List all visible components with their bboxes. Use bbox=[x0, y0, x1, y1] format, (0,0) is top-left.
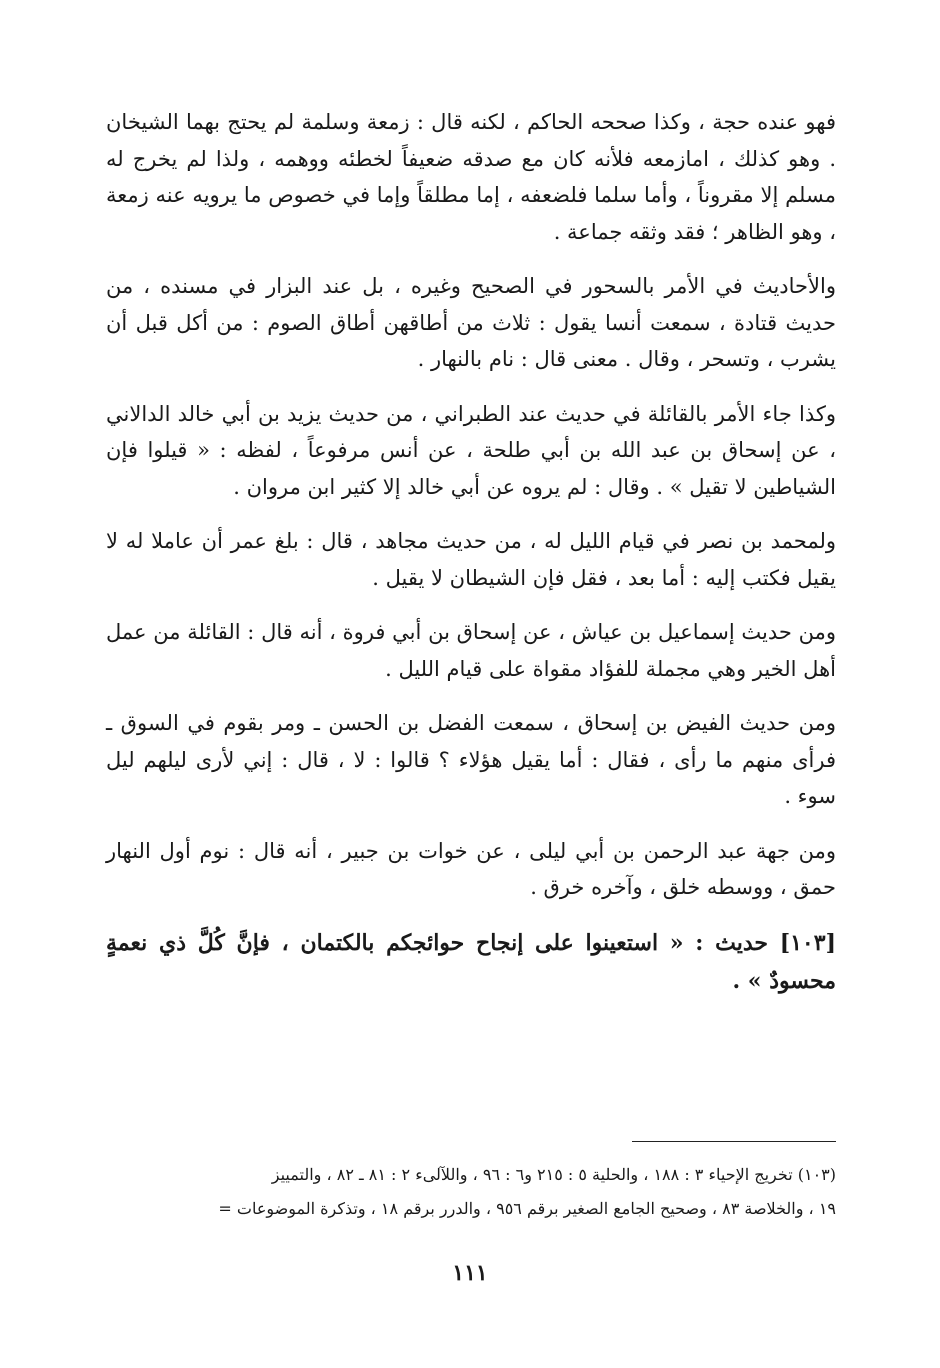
footnote-divider bbox=[632, 1141, 836, 1142]
paragraph-3: وكذا جاء الأمر بالقائلة في حديث عند الطبراني ، من حديث يزيد بن أبي خالد الدالاني ، عن إسحاق بن عبد الله بن أبي طلحة ، عن أنس مرفوعاً ، لفظه : « قيلوا فإن الشياطين لا تقيل » . وقال : لم يروه عن أبي خالد إلا كثير ابن مروان . bbox=[106, 401, 836, 499]
hadith-number: [١٠٣] bbox=[779, 929, 836, 956]
paragraph-5: ومن حديث إسماعيل بن عياش ، عن إسحاق بن أبي فروة ، أنه قال : القائلة من عمل أهل الخير وهي مجملة للفؤاد مقواة على قيام الليل . bbox=[106, 620, 836, 681]
footnote-line-1: (١٠٣) تخريج الإحياء ٣ : ١٨٨ ، والحلية ٥ : ٢١٥ و٦ : ٩٦ ، واللآلىء ٢ : ٨١ ـ ٨٢ ، والتمييز bbox=[271, 1165, 836, 1184]
paragraph-2: والأحاديث في الأمر بالسحور في الصحيح وغيره ، بل عند البزار في مسنده ، من حديث قتادة ، سمعت أنسا يقول : ثلاث من أطاقهن أطاق الصوم : من أكل قبل أن يشرب ، وتسحر ، وقال . معنى قال : نام بالنهار . bbox=[106, 274, 836, 371]
paragraph-1: فهو عنده حجة ، وكذا صححه الحاكم ، لكنه قال : زمعة وسلمة لم يحتج بهما الشيخان . وهو كذلك ، امازمعه فلأنه كان مع صدقه ضعيفاً لخطئه ووهمه ، ولذا لم يخرج له مسلم إلا مقروناً ، وأما سلما فلضعفه ، إما مطلقاً وإما في خصوص ما يرويه عنه زمعة ، وهو الظاهر ؛ فقد وثقه جماعة . bbox=[106, 110, 836, 244]
page-body bbox=[106, 104, 836, 1000]
paragraph-7: ومن جهة عبد الرحمن بن أبي ليلى ، عن خوات بن جبير ، أنه قال : نوم أول النهار حمق ، ووسطه خلق ، وآخره خرق . bbox=[106, 838, 836, 899]
hadith-heading bbox=[106, 924, 836, 1000]
footnote bbox=[106, 1158, 836, 1226]
footnote-line-2: ١٩ ، والخلاصة ٨٣ ، وصحيح الجامع الصغير برقم ٩٥٦ ، والدرر برقم ١٨ ، وتذكرة الموضوعات = bbox=[218, 1199, 836, 1218]
hadith-text: حديث : « استعينوا على إنجاح حوائجكم بالكتمان ، فإنَّ كُلَّ ذي نعمةٍ محسودٌ » . bbox=[106, 929, 836, 994]
paragraph-4: ولمحمد بن نصر في قيام الليل له ، من حديث مجاهد ، قال : بلغ عمر أن عاملا له لا يقيل فكتب إليه : أما بعد ، فقل فإن الشيطان لا يقيل . bbox=[106, 529, 836, 590]
paragraph-6: ومن حديث الفيض بن إسحاق ، سمعت الفضل بن الحسن ـ ومر بقوم في السوق ـ فرأى منهم ما رأى ، فقال : أما يقيل هؤلاء ؟ قالوا : لا ، قال : إني لأرى ليلهم ليل سوء . bbox=[106, 711, 836, 808]
page-number: ١١١ bbox=[452, 1260, 488, 1286]
